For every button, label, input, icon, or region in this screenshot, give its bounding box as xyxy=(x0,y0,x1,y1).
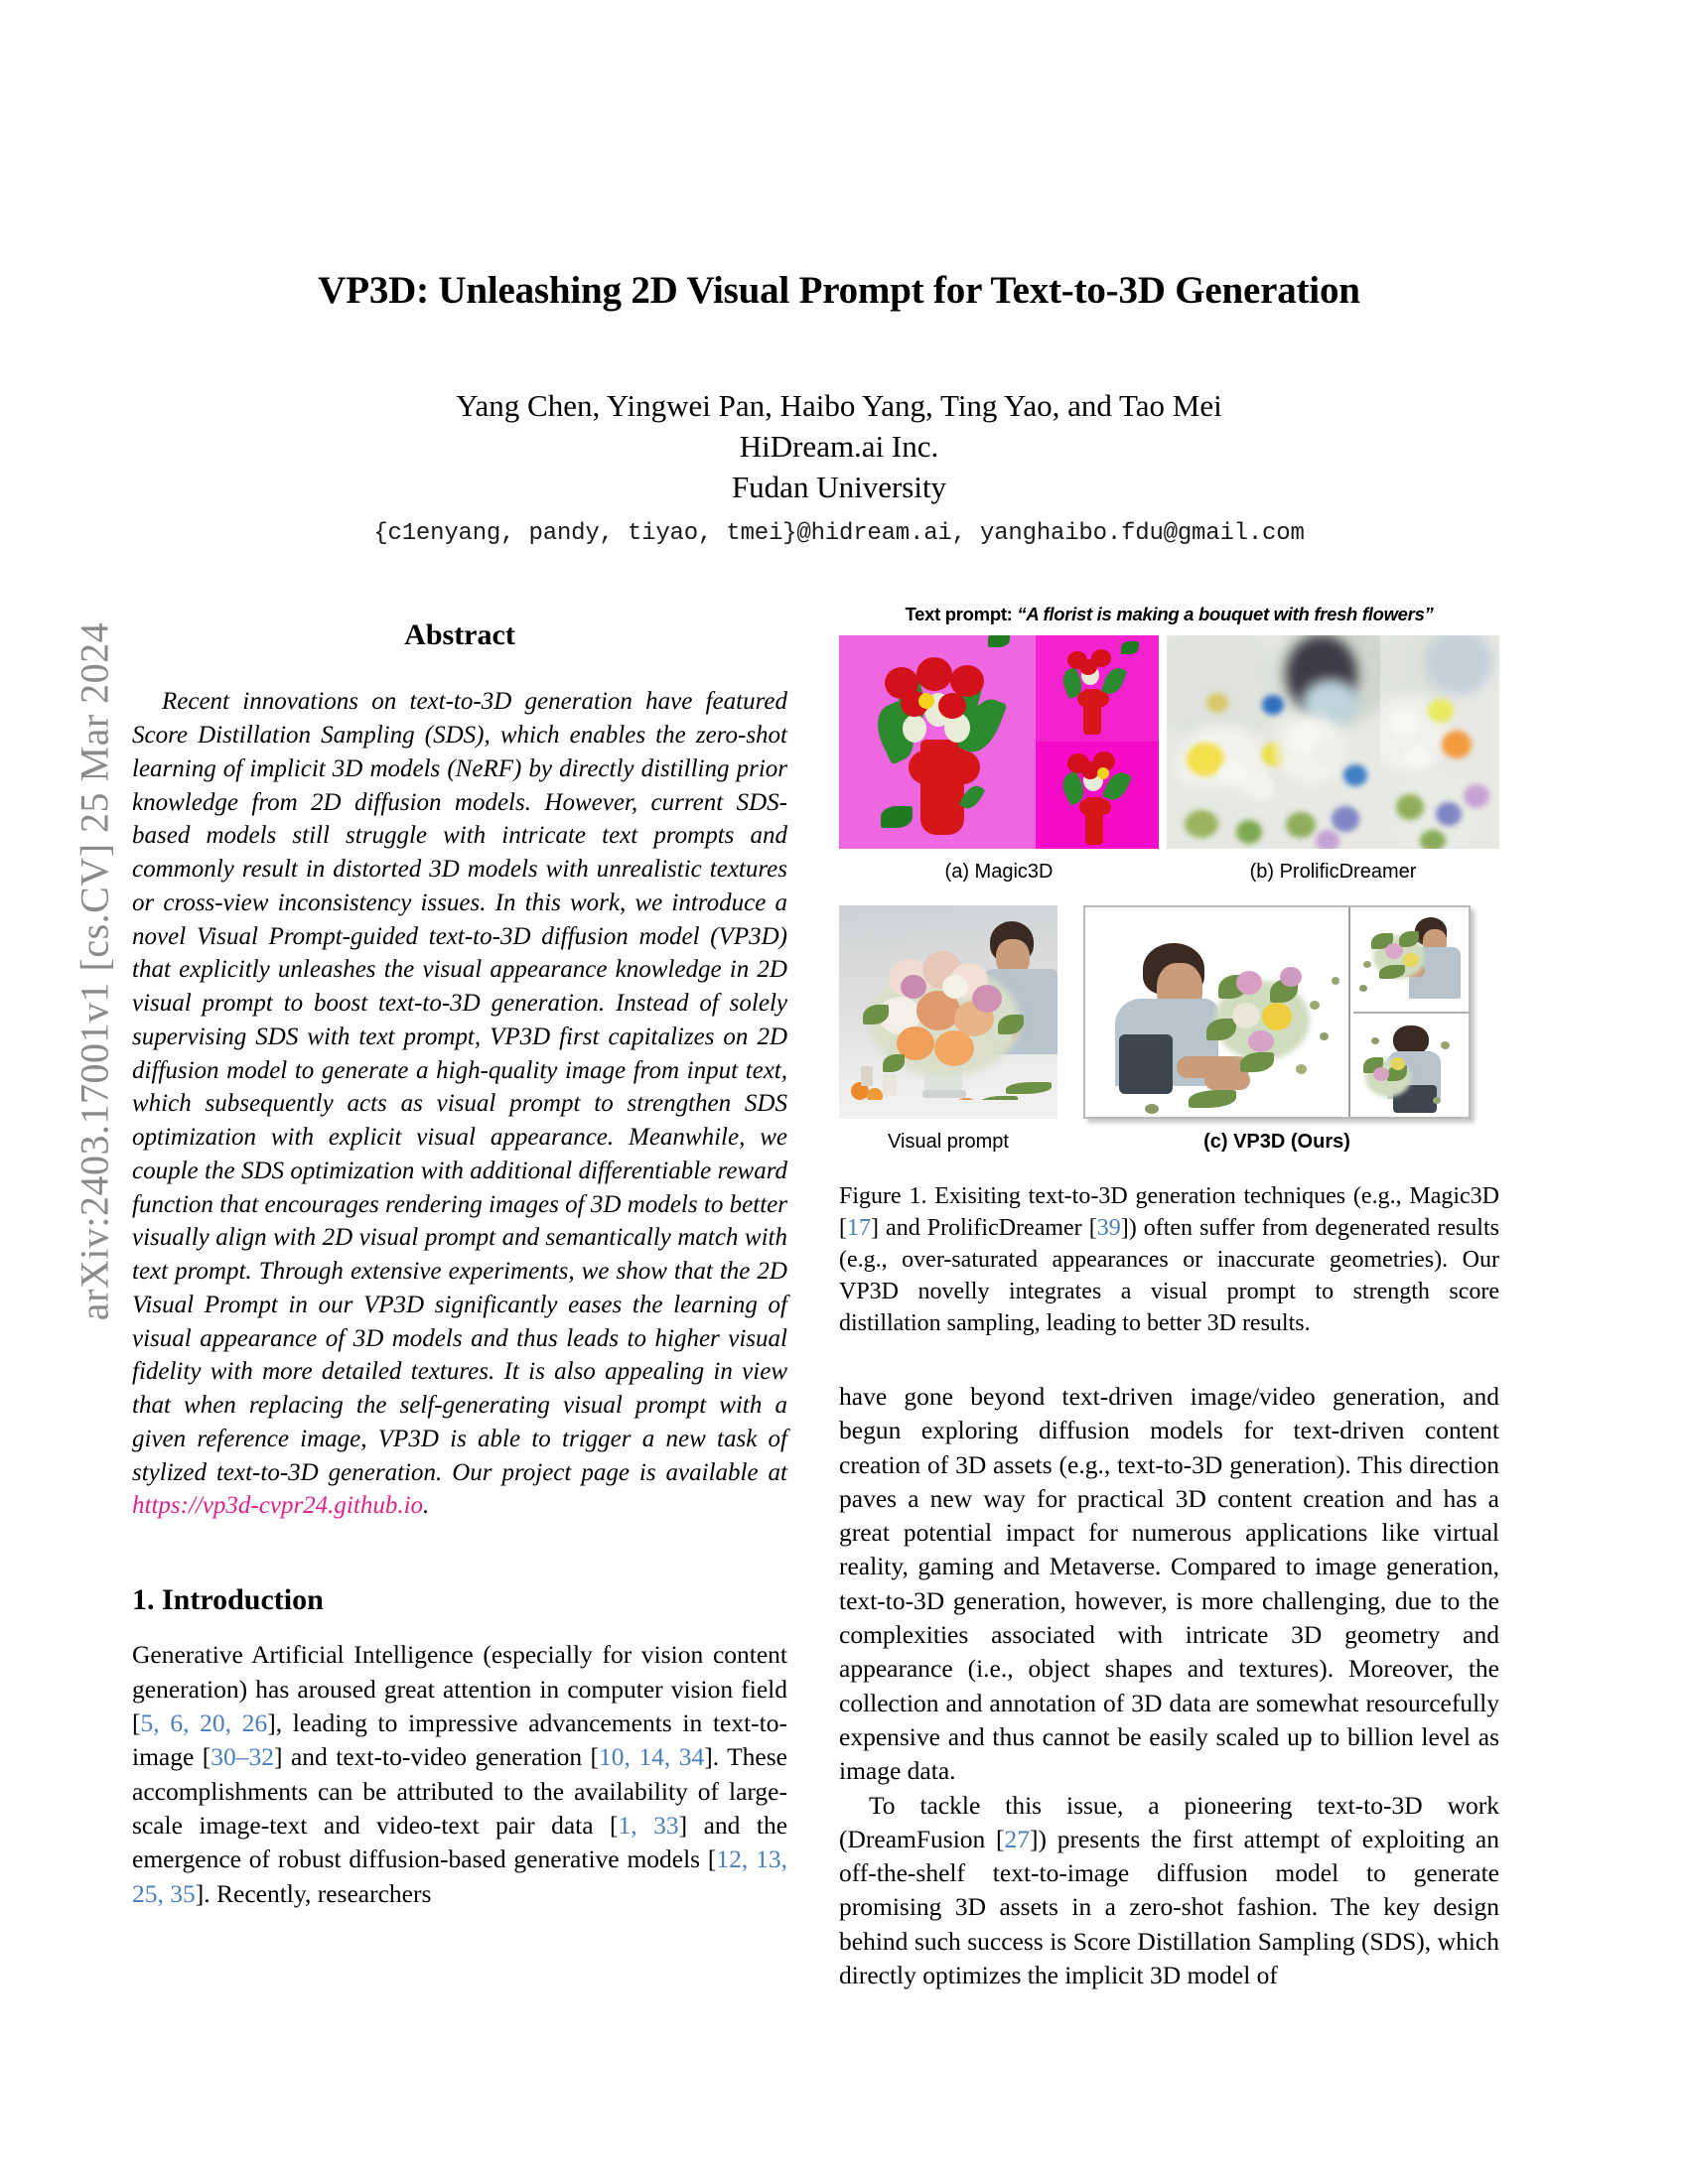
right-paragraph-1: have gone beyond text-driven image/video generation, and begun exploring diffusion models for text-driven content creation of 3D assets (e.g., text-to-3D generation). This direction paves a new way for practical 3D content creation and has a great potential impact for numerous applications like virtual reality, gaming and Metaverse. Compared to image generation, text-to-3D generation, however, is more challenging, due to the complexities associated with intricate 3D geometry and appearance (i.e., object shapes and textures). Moreover, the collection and annotation of 3D data are somewhat resourcefully expensive and thus cannot be easily scaled up to billion level as image data. xyxy=(839,1382,1499,1786)
abstract-text-2: . xyxy=(423,1492,430,1520)
citation-ref[interactable]: 30–32 xyxy=(211,1742,275,1772)
citation-ref[interactable]: 1, 33 xyxy=(618,1810,679,1840)
introduction-paragraph-1: Generative Artificial Intelligence (especially for vision content generation) has aroused great attention in computer vision field [5, 6, 20, 26], leading to impressive advancements in text-to-image [30–32] and text-to-video generation [10, 14, 34]. These accomplishments can be attributed to the availability of large-scale image-text and video-text pair data [1, 33] and the emergence of robust diffusion-based generative models [12, 13, 25, 35]. Recently, researchers xyxy=(132,1640,788,1908)
vp3d-render-box xyxy=(1083,905,1471,1119)
prolificdreamer-render-main xyxy=(1167,635,1380,849)
panel-magic3d-caption: (a) Magic3D xyxy=(944,861,1054,883)
figure-text-prompt xyxy=(839,604,1499,625)
citation-ref[interactable]: 10, 14, 34 xyxy=(599,1742,705,1772)
author-list: Yang Chen, Yingwei Pan, Haibo Yang, Ting Yao, and Tao Mei xyxy=(456,387,1222,423)
left-column xyxy=(132,615,787,1911)
vp3d-render-view-1 xyxy=(1353,907,1469,1014)
author-emails: {c1enyang, pandy, tiyao, tmei}@hidream.ai, yanghaibo.fdu@gmail.com xyxy=(373,519,1305,547)
figure-text-prompt-quote: “A florist is making a bouquet with fresh flowers” xyxy=(1017,604,1434,624)
visual-prompt-image xyxy=(839,905,1057,1119)
figure-top-row xyxy=(839,635,1499,884)
magic3d-render-main xyxy=(839,635,1036,849)
citation-ref[interactable]: 17 xyxy=(847,1214,871,1241)
vp3d-render-view-2 xyxy=(1353,1014,1469,1118)
panel-vp3d xyxy=(1083,905,1471,1154)
vp3d-render-main xyxy=(1085,907,1350,1117)
citation-ref[interactable]: 5, 6, 20, 26 xyxy=(140,1708,268,1738)
citation-ref[interactable]: 12, 13, 25, 35 xyxy=(132,1844,787,1908)
abstract-text-1: Recent innovations on text-to-3D generation have featured Score Distillation Sampling (SDS), which enables the zero-shot learning of implicit 3D models (NeRF) by directly distilling prior knowledge from 2D diffusion models. However, current SDS-based models still struggle with intricate text prompts and commonly result in distorted 3D models with unrealistic textures or cross-view inconsistency issues. In this work, we introduce a novel Visual Prompt-guided text-to-3D diffusion model (VP3D) that explicitly unleashes the visual appearance knowledge in 2D visual prompt to boost text-to-3D generation. Instead of solely supervising SDS with text prompt, VP3D first capitalizes on 2D diffusion model to generate a high-quality image from input text, which subsequently acts as visual prompt to strengthen SDS optimization with explicit visual appearance. Meanwhile, we couple the SDS optimization with additional differentiable reward function that encourages rendering images of 3D models to better visually align with 2D visual prompt and semantically match with text prompt. Through extensive experiments, we show that the 2D Visual Prompt in our VP3D significantly eases the learning of visual appearance of 3D models and thus leads to higher visual fidelity with more detailed textures. It is also appealing in view that when replacing the self-generating visual prompt with a given reference image, VP3D is able to trigger a new task of stylized text-to-3D generation. Our project page is available at xyxy=(132,688,787,1486)
prolificdreamer-render-view xyxy=(1380,635,1499,849)
citation-ref[interactable]: 39 xyxy=(1096,1214,1121,1241)
vp3d-render-views xyxy=(1353,907,1469,1117)
project-page-link[interactable]: https://vp3d-cvpr24.github.io xyxy=(132,1492,424,1520)
panel-vp3d-caption: (c) VP3D (Ours) xyxy=(1203,1131,1350,1153)
panel-magic3d xyxy=(839,635,1159,884)
abstract-heading: Abstract xyxy=(404,618,515,651)
panel-visual-prompt-caption: Visual prompt xyxy=(888,1131,1009,1153)
title-block xyxy=(179,268,1499,547)
abstract-body xyxy=(132,685,787,1523)
panel-visual-prompt xyxy=(839,905,1057,1154)
affiliation-fudan: Fudan University xyxy=(731,469,947,504)
panel-magic3d-images xyxy=(839,635,1159,849)
figure-1 xyxy=(839,604,1499,1154)
arxiv-stamp: arXiv:2403.17001v1 [cs.CV] 25 Mar 2024 xyxy=(71,621,117,1321)
citation-ref[interactable]: 27 xyxy=(1004,1824,1031,1853)
right-paragraph-2: To tackle this issue, a pioneering text-to-3D work (DreamFusion [27]) presents the first attempt of exploiting an off-the-shelf text-to-image diffusion model to generate promising 3D assets in a zero-shot fashion. The key design behind such success is Score Distillation Sampling (SDS), which directly optimizes the implicit 3D model of xyxy=(839,1790,1499,1990)
figure-bottom-row xyxy=(839,905,1499,1154)
magic3d-render-view-2 xyxy=(1036,742,1159,849)
magic3d-render-view-1 xyxy=(1036,635,1159,742)
page-title: VP3D: Unleashing 2D Visual Prompt for Text-to-3D Generation xyxy=(318,269,1360,312)
introduction-heading: 1. Introduction xyxy=(132,1583,324,1617)
panel-prolificdreamer-caption: (b) ProlificDreamer xyxy=(1249,861,1417,883)
affiliation-hidream: HiDream.ai Inc. xyxy=(739,428,939,464)
figure-1-caption: Figure 1. Exisiting text-to-3D generation techniques (e.g., Magic3D [17] and ProlificDreamer [39]) often suffer from degenerated results (e.g., over-saturated appearances or inaccurate geometries). Our VP3D novelly integrates a visual prompt to strength score distillation sampling, leading to better 3D results. xyxy=(839,1183,1499,1336)
panel-prolificdreamer xyxy=(1167,635,1499,884)
panel-prolificdreamer-images xyxy=(1167,635,1499,849)
figure-text-prompt-label: Text prompt: xyxy=(905,604,1018,624)
magic3d-render-views xyxy=(1036,635,1159,849)
right-column xyxy=(839,1380,1499,1992)
